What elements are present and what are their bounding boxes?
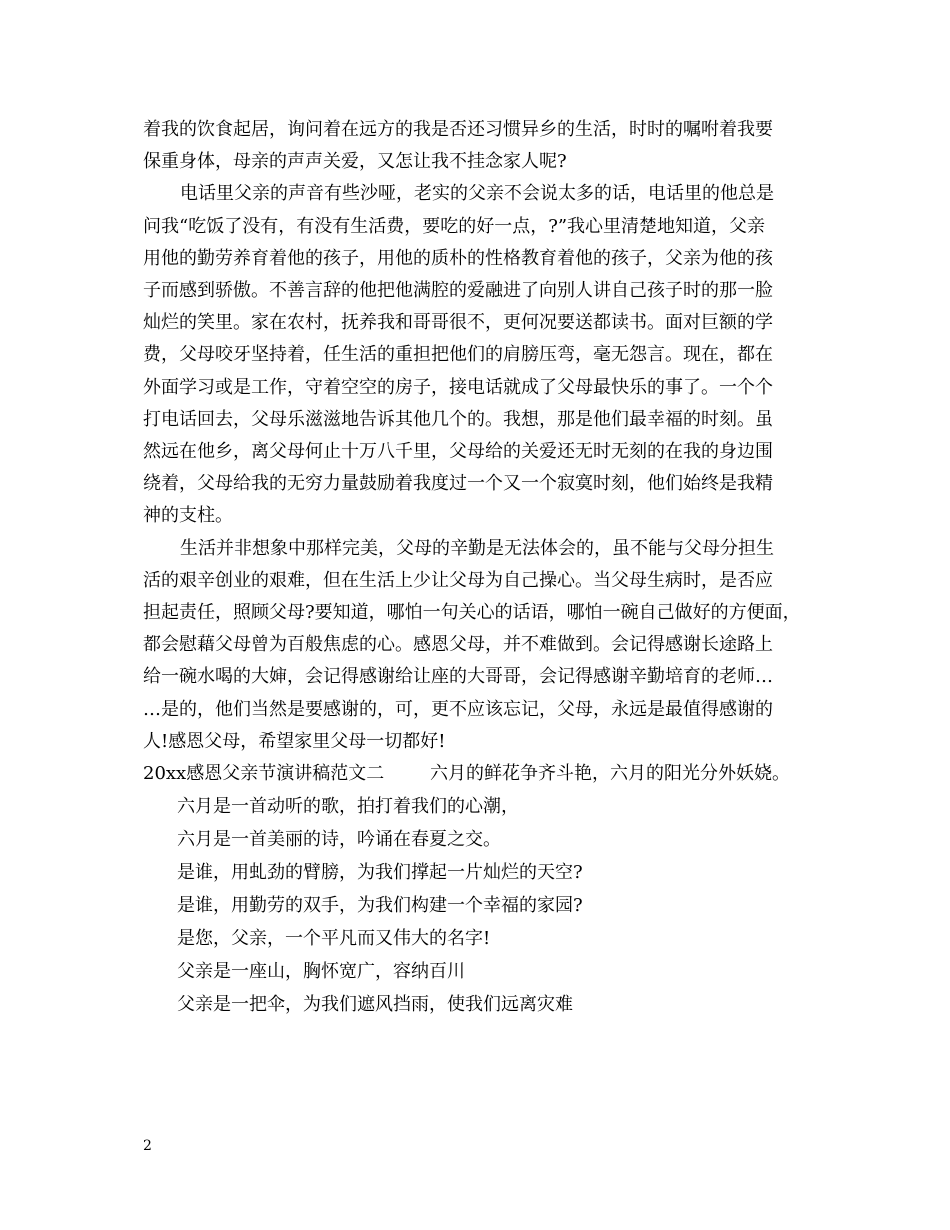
- text-line: 都会慰藉父母曾为百般焦虑的心。感恩父母，并不难做到。会记得感谢长途路上: [143, 634, 773, 656]
- text-line: 问我“吃饭了没有，有没有生活费，要吃的好一点，?”我心里清楚地知道，父亲: [143, 215, 766, 237]
- text-line: 着我的饮食起居，询问着在远方的我是否还习惯异乡的生活，时时的嘱咐着我要: [143, 119, 773, 140]
- document-body: [143, 114, 813, 1021]
- text-line: 保重身体，母亲的声声关爱，又怎让我不挂念家人呢?: [143, 151, 567, 173]
- text-line: 生活并非想象中那样完美，父母的辛勤是无法体会的，虽不能与父母分担生: [180, 537, 774, 559]
- poem-line: 是谁，用勤劳的双手，为我们构建一个幸福的家园?: [177, 895, 583, 917]
- page-number: 2: [143, 1138, 152, 1154]
- text-line: 人!感恩父母，希望家里父母一切都好!: [143, 730, 446, 752]
- text-line: 担起责任，照顾父母?要知道，哪怕一句关心的话语，哪怕一碗自己做好的方便面，: [143, 602, 801, 624]
- paragraph-father-phone: [143, 178, 813, 532]
- poem-line: 是您，父亲，一个平凡而又伟大的名字!: [177, 928, 491, 950]
- text-line: 子而感到骄傲。不善言辞的他把他满腔的爱融进了向别人讲自己孩子时的那一脸: [143, 280, 773, 302]
- text-line: 灿烂的笑里。家在农村，抚养我和哥哥很不，更何况要送都读书。面对巨额的学: [143, 312, 773, 334]
- text-line: 费，父母咬牙坚持着，任生活的重担把他们的肩膀压弯，毫无怨言。现在，都在: [143, 344, 773, 366]
- text-line: 外面学习或是工作，守着空空的房子，接电话就成了父母最快乐的事了。一个个: [143, 376, 773, 398]
- paragraph-mother-care: [143, 114, 813, 178]
- poem-block: [143, 790, 813, 1021]
- text-line: 绕着，父母给我的无穷力量鼓励着我度过一个又一个寂寞时刻，他们始终是我精: [143, 473, 773, 495]
- text-line: 给一碗水喝的大婶，会记得感谢给让座的大哥哥，会记得感谢辛勤培育的老师…: [143, 666, 773, 688]
- text-line: …是的，他们当然是要感谢的，可，更不应该忘记，父母，永远是最值得感谢的: [143, 698, 773, 720]
- paragraph-thank-parents: [143, 533, 813, 758]
- text-line: 电话里父亲的声音有些沙哑，老实的父亲不会说太多的话，电话里的他总是: [180, 183, 774, 205]
- poem-line: 六月是一首动听的歌，拍打着我们的心潮，: [177, 796, 519, 818]
- text-line: 活的艰辛创业的艰难，但在生活上少让父母为自己操心。当父母生病时，是否应: [143, 569, 773, 591]
- poem-line: 六月是一首美丽的诗，吟诵在春夏之交。: [177, 829, 501, 851]
- text-line: 用他的勤劳养育着他的孩子，用他的质朴的性格教育着他的孩子，父亲为他的孩: [143, 247, 773, 269]
- text-line: 打电话回去，父母乐滋滋地告诉其他几个的。我想，那是他们最幸福的时刻。虽: [143, 408, 773, 430]
- text-line: 然远在他乡，离父母何止十万八千里，父母给的关爱还无时无刻的在我的身边围: [143, 441, 773, 463]
- poem-line: 是谁，用虬劲的臂膀，为我们撑起一片灿烂的天空?: [177, 862, 583, 884]
- poem-line: 父亲是一座山，胸怀宽广，容纳百川: [177, 961, 465, 983]
- poem-line: 父亲是一把伞，为我们遮风挡雨，使我们远离灾难: [177, 994, 573, 1016]
- section-heading: 20xx感恩父亲节演讲稿范文二 六月的鲜花争齐斗艳，六月的阳光分外妖娆。: [143, 763, 790, 785]
- text-line: 神的支柱。: [143, 505, 233, 527]
